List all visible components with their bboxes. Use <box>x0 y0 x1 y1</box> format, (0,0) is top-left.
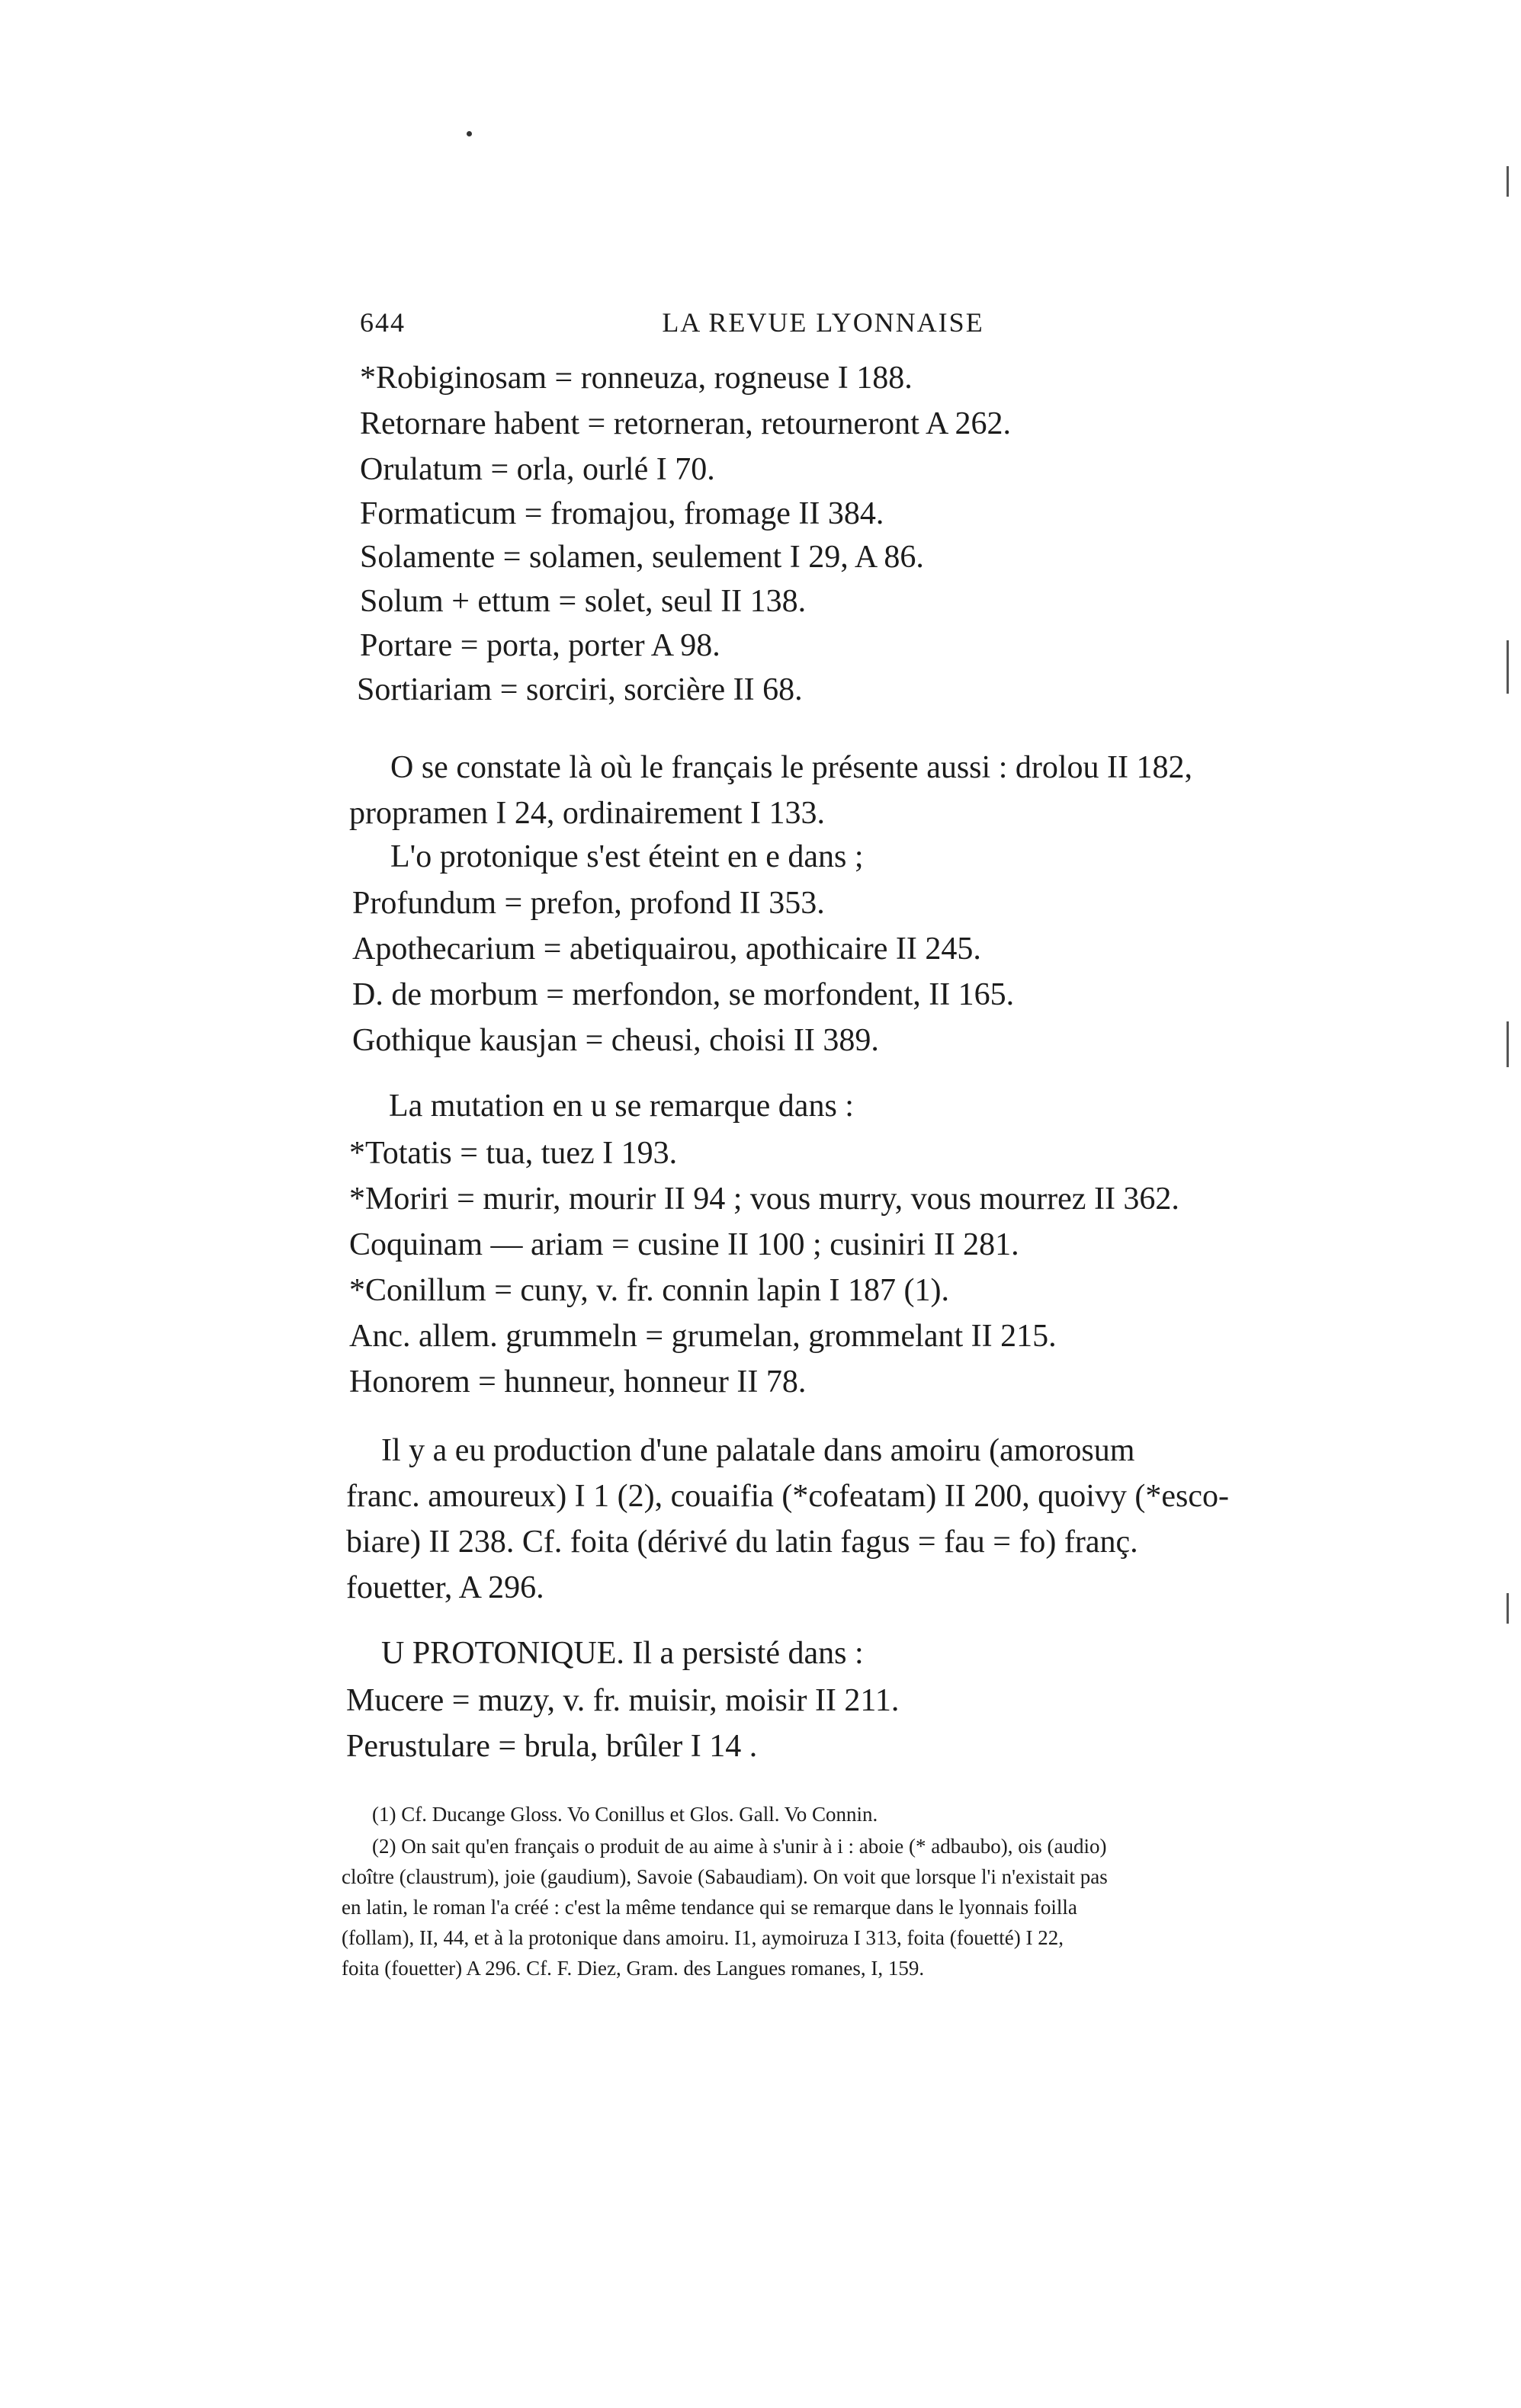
body-line: Perustulare = brula, brûler I 14 . <box>346 1729 758 1764</box>
ink-speck <box>467 131 472 136</box>
body-line: Formaticum = fromajou, fromage II 384. <box>360 496 884 531</box>
page-number: 644 <box>360 307 406 338</box>
body-line: Coquinam — ariam = cusine II 100 ; cusiniri II 281. <box>349 1227 1019 1262</box>
footnote-1: (1) Cf. Ducange Gloss. Vo Conillus et Glos. Gall. Vo Connin. <box>372 1803 878 1826</box>
footnote-2-line: foita (fouetter) A 296. Cf. F. Diez, Gram. des Langues romanes, I, 159. <box>342 1957 925 1980</box>
body-line: franc. amoureux) I 1 (2), couaifia (*cofeatam) II 200, quoivy (*esco- <box>346 1479 1229 1514</box>
body-line: Solamente = solamen, seulement I 29, A 86. <box>360 540 924 575</box>
footnote-2-line: (2) On sait qu'en français o produit de au aime à s'unir à i : aboie (* adbaubo), ois (audio) <box>372 1835 1107 1858</box>
body-line: Anc. allem. grummeln = grumelan, grommelant II 215. <box>349 1319 1057 1354</box>
body-line: Gothique kausjan = cheusi, choisi II 389. <box>352 1023 879 1058</box>
scan-edge-mark <box>1507 166 1509 197</box>
body-line: Honorem = hunneur, honneur II 78. <box>349 1364 807 1400</box>
body-line: Profundum = prefon, profond II 353. <box>352 886 825 921</box>
body-line: Solum + ettum = solet, seul II 138. <box>360 584 807 619</box>
body-line: Apothecarium = abetiquairou, apothicaire II 245. <box>352 931 981 967</box>
body-line: biare) II 238. Cf. foita (dérivé du latin fagus = fau = fo) franç. <box>346 1525 1138 1560</box>
body-line: *Moriri = murir, mourir II 94 ; vous murry, vous mourrez II 362. <box>349 1182 1179 1217</box>
body-line: D. de morbum = merfondon, se morfondent, II 165. <box>352 977 1015 1012</box>
body-line: fouetter, A 296. <box>346 1570 544 1605</box>
section-heading-u-protonique: U PROTONIQUE. Il a persisté dans : <box>381 1636 864 1671</box>
body-line: Mucere = muzy, v. fr. muisir, moisir II 211. <box>346 1683 900 1718</box>
body-line: La mutation en u se remarque dans : <box>389 1089 854 1124</box>
scan-edge-mark <box>1507 640 1509 694</box>
body-line: Orulatum = orla, ourlé I 70. <box>360 452 715 487</box>
body-line: *Conillum = cuny, v. fr. connin lapin I 187 (1). <box>349 1273 949 1308</box>
body-line: *Robiginosam = ronneuza, rogneuse I 188. <box>360 361 913 396</box>
body-line: *Totatis = tua, tuez I 193. <box>349 1136 678 1171</box>
body-line: propramen I 24, ordinairement I 133. <box>349 796 825 831</box>
body-line: L'o protonique s'est éteint en e dans ; <box>390 839 864 874</box>
running-title: LA REVUE LYONNAISE <box>662 307 984 338</box>
body-line: Portare = porta, porter A 98. <box>360 628 720 663</box>
footnote-2-line: en latin, le roman l'a créé : c'est la même tendance qui se remarque dans le lyonnais foilla <box>342 1896 1077 1919</box>
footnote-2-line: (follam), II, 44, et à la protonique dans amoiru. I1, aymoiruza I 313, foita (fouetté) I 22, <box>342 1926 1064 1949</box>
body-line: Retornare habent = retorneran, retourneront A 262. <box>360 406 1012 441</box>
scan-edge-mark <box>1507 1593 1509 1624</box>
page-header <box>360 306 1286 352</box>
footnote-2-line: cloître (claustrum), joie (gaudium), Savoie (Sabaudiam). On voit que lorsque l'i n'existait pas <box>342 1865 1108 1888</box>
body-line: Il y a eu production d'une palatale dans amoiru (amorosum <box>381 1433 1135 1468</box>
body-line: Sortiariam = sorciri, sorcière II 68. <box>357 672 803 707</box>
scan-edge-mark <box>1507 1021 1509 1067</box>
body-line: O se constate là où le français le présente aussi : drolou II 182, <box>390 750 1192 785</box>
